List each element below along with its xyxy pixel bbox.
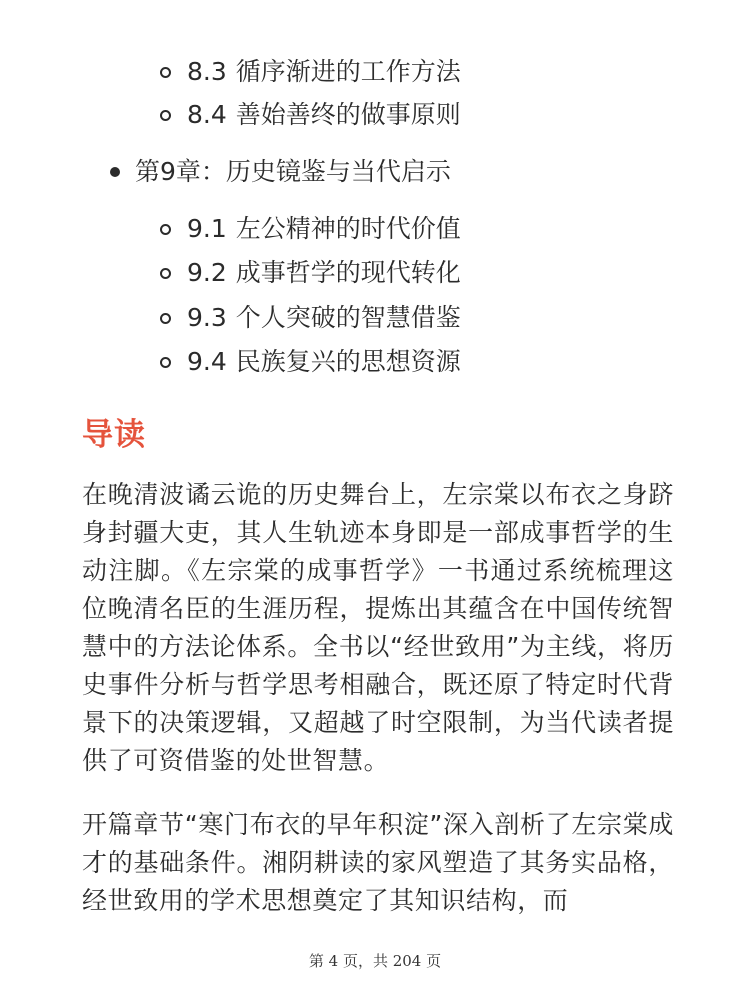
toc-subitem-title: 善始善终的做事原则: [235, 100, 461, 129]
body-paragraph: 在晚清波谲云诡的历史舞台上，左宗棠以布衣之身跻身封疆大吏，其人生轨迹本身即是一部成事哲学的生动注脚。《左宗棠的成事哲学》一书通过系统梳理这位晚清名臣的生涯历程，提炼出其蕴含在中国传统智慧中的方法论体系。全书以“经世致用”为主线，将历史事件分析与哲学思考相融合，既还原了特定时代背景下的决策逻辑，又超越了时空限制，为当代读者提供了可资借鉴的处世智慧。: [82, 480, 674, 775]
section-heading: 导读: [82, 417, 146, 453]
toc-subitem: [160, 298, 461, 338]
toc-subitem: [160, 52, 461, 92]
toc-subitem-title: 个人突破的智慧借鉴: [235, 303, 461, 332]
toc-subitem-number: 8.4: [187, 100, 227, 129]
hollow-bullet-icon: [160, 313, 171, 324]
hollow-bullet-icon: [160, 268, 171, 279]
toc-subitem-number: 9.4: [187, 347, 227, 376]
toc-subitem: [160, 209, 461, 249]
hollow-bullet-icon: [160, 357, 171, 368]
filled-bullet-icon: [110, 167, 120, 177]
toc-subitem-number: 9.1: [187, 214, 227, 243]
body-paragraph: 开篇章节“寒门布衣的早年积淀”深入剖析了左宗棠成才的基础条件。湘阴耕读的家风塑造了其务实品格，经世致用的学术思想奠定了其知识结构，而: [82, 810, 674, 915]
toc-subitem-title: 成事哲学的现代转化: [235, 258, 461, 287]
hollow-bullet-icon: [160, 224, 171, 235]
page-number-footer: 第 4 页，共 204 页: [308, 952, 442, 970]
toc-subitem-number: 9.3: [187, 303, 227, 332]
toc-subitem: [160, 95, 461, 135]
toc-subitem: [160, 342, 461, 382]
hollow-bullet-icon: [160, 67, 171, 78]
toc-chapter-title: 第9章：历史镜鉴与当代启示: [135, 157, 451, 186]
toc-subitem: [160, 253, 461, 293]
toc-subitem-title: 左公精神的时代价值: [235, 214, 461, 243]
toc-subitem-number: 8.3: [187, 57, 227, 86]
hollow-bullet-icon: [160, 110, 171, 121]
toc-subitem-title: 循序渐进的工作方法: [235, 57, 461, 86]
toc-subitem-title: 民族复兴的思想资源: [235, 347, 461, 376]
toc-subitem-number: 9.2: [187, 258, 227, 287]
toc-chapter-9: [110, 152, 451, 192]
